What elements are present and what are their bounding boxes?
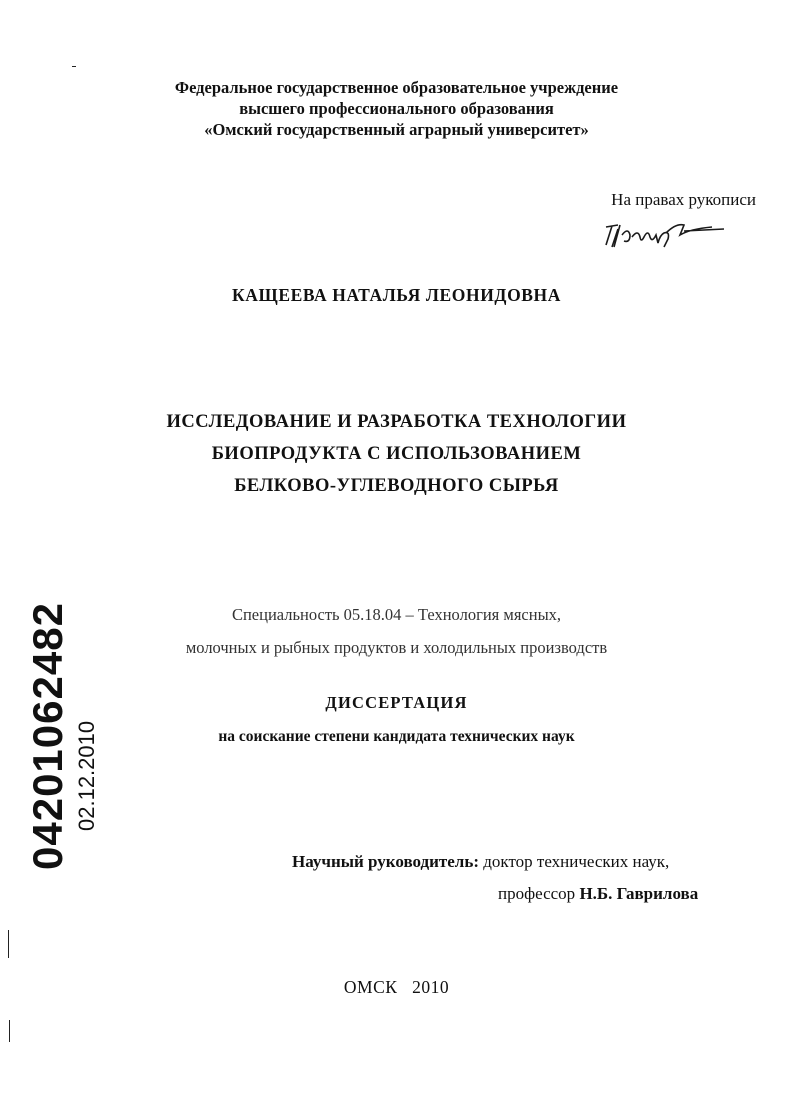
specialty-line-2: молочных и рыбных продуктов и холодильных производств xyxy=(185,638,608,657)
dissertation-heading: ДИССЕРТАЦИЯ xyxy=(325,693,468,712)
author-name: КАЩЕЕВА НАТАЛЬЯ ЛЕОНИДОВНА xyxy=(231,285,562,305)
supervisor-line-2 xyxy=(498,884,698,904)
supervisor-rank: профессор xyxy=(498,884,580,903)
dissertation-title xyxy=(0,406,793,502)
institution-line-3: «Омский государственный аграрный университет» xyxy=(204,120,589,139)
scan-mark xyxy=(8,930,9,958)
degree-line: на соискание степени кандидата технических наук xyxy=(218,728,575,745)
place-year: ОМСК 2010 xyxy=(343,977,450,997)
title-line-2: БИОПРОДУКТА С ИСПОЛЬЗОВАНИЕМ xyxy=(211,444,582,464)
library-stamp-number: 04201062482 xyxy=(24,602,71,870)
rights-note: На правах рукописи xyxy=(611,190,756,209)
supervisor-line-1: Научный руководитель: доктор технических наук, xyxy=(292,852,670,871)
institution-line-2: высшего профессионального образования xyxy=(239,99,554,118)
title-line-1: ИССЛЕДОВАНИЕ И РАЗРАБОТКА ТЕХНОЛОГИИ xyxy=(166,412,627,432)
specialty-line-1: Специальность 05.18.04 – Технология мясных, xyxy=(231,605,562,624)
scan-mark xyxy=(9,1020,10,1042)
library-stamp-date: 02.12.2010 xyxy=(74,720,99,832)
title-line-3: БЕЛКОВО-УГЛЕВОДНОГО СЫРЬЯ xyxy=(234,476,559,496)
signature xyxy=(600,213,730,253)
specialty xyxy=(0,598,793,664)
supervisor-degree: доктор технических наук, xyxy=(479,852,670,871)
scan-mark xyxy=(72,66,76,67)
supervisor-name: Н.Б. Гаврилова xyxy=(579,884,699,903)
institution-line-1: Федеральное государственное образовательное учреждение xyxy=(174,78,619,97)
supervisor-label: Научный руководитель xyxy=(292,852,474,871)
institution-header xyxy=(0,77,793,140)
